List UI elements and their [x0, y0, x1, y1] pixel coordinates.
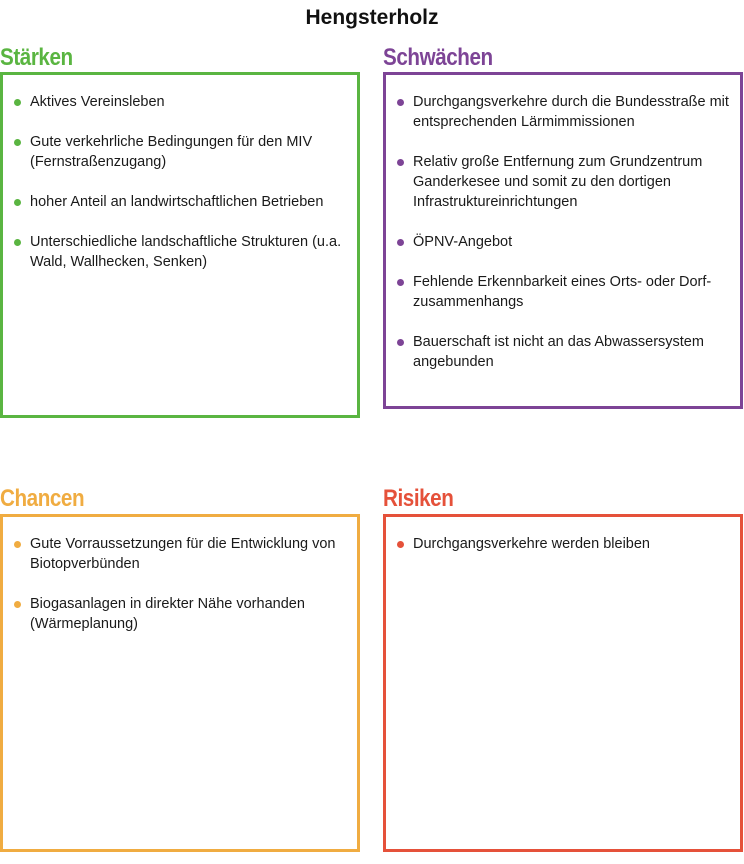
item-text: ÖPNV-Angebot: [413, 234, 513, 250]
bullet-icon: [397, 339, 404, 346]
list-item: [7, 534, 347, 574]
item-text: Gute Vorraussetzungen für die Entwicklung von Biotopverbünden: [30, 536, 336, 572]
item-text: Fehlende Erkennbarkeit eines Orts- oder Dorf-zusammenhangs: [413, 274, 712, 310]
list-staerken: [7, 92, 347, 272]
item-text: Biogasanlagen in direkter Nähe vorhanden (Wärmeplanung): [30, 596, 305, 632]
heading-schwaechen: Schwächen: [383, 44, 493, 71]
bullet-icon: [14, 239, 21, 246]
heading-chancen: Chancen: [0, 485, 85, 512]
box-chancen: [0, 514, 360, 852]
list-item: [390, 332, 734, 372]
list-item: [7, 132, 347, 172]
bullet-icon: [397, 99, 404, 106]
heading-risiken: Risiken: [383, 485, 454, 512]
list-item: [7, 232, 347, 272]
list-item: [390, 534, 730, 554]
item-text: Bauerschaft ist nicht an das Abwassersystem angebunden: [413, 334, 704, 370]
page-title: Hengsterholz: [305, 6, 439, 29]
bullet-icon: [14, 139, 21, 146]
bullet-icon: [14, 199, 21, 206]
item-text: Relativ große Entfernung zum Grundzentrum Ganderkesee und somit zu den dortigen Infrastruktureinrichtungen: [413, 154, 703, 210]
item-text: Durchgangsverkehre werden bleiben: [413, 536, 650, 552]
heading-staerken: Stärken: [0, 44, 73, 71]
list-risiken: [390, 534, 730, 554]
list-item: [7, 594, 347, 634]
box-staerken: [0, 72, 360, 418]
box-risiken: [383, 514, 743, 852]
list-item: [390, 272, 734, 312]
box-schwaechen: [383, 72, 743, 409]
list-item: [390, 152, 734, 212]
bullet-icon: [397, 159, 404, 166]
bullet-icon: [397, 541, 404, 548]
item-text: Gute verkehrliche Bedingungen für den MIV (Fernstraßenzugang): [30, 134, 313, 170]
bullet-icon: [397, 239, 404, 246]
list-item: [7, 92, 347, 112]
list-chancen: [7, 534, 347, 634]
item-text: hoher Anteil an landwirtschaftlichen Betrieben: [30, 194, 324, 210]
list-item: [7, 192, 347, 212]
list-schwaechen: [390, 92, 734, 372]
bullet-icon: [397, 279, 404, 286]
bullet-icon: [14, 601, 21, 608]
bullet-icon: [14, 541, 21, 548]
item-text: Durchgangsverkehre durch die Bundesstraße mit entsprechenden Lärmimmissionen: [413, 94, 729, 130]
list-item: [390, 232, 734, 252]
item-text: Aktives Vereinsleben: [30, 94, 165, 110]
item-text: Unterschiedliche landschaftliche Strukturen (u.a. Wald, Wallhecken, Senken): [30, 234, 342, 270]
list-item: [390, 92, 734, 132]
bullet-icon: [14, 99, 21, 106]
